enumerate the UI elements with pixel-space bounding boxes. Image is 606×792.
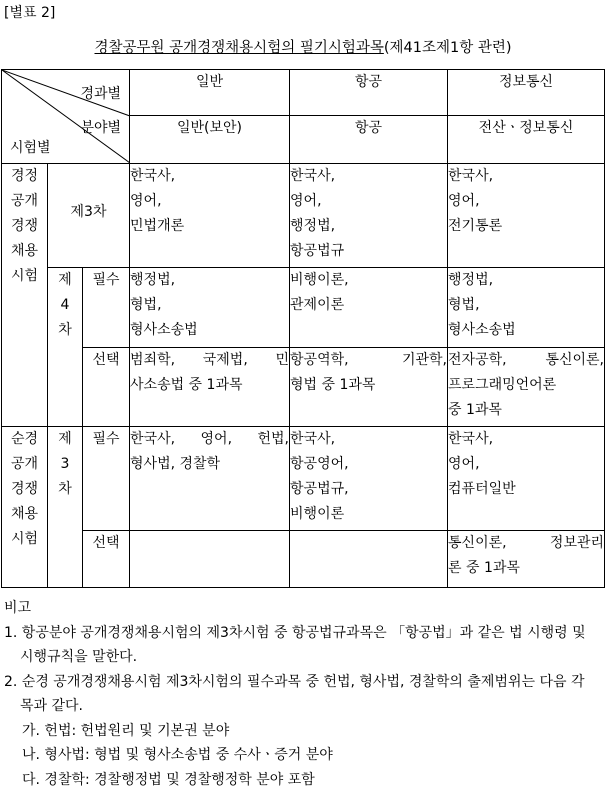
note-item-2: 2. 순경 공개경쟁채용시험 제3차시험의 필수과목 중 헌법, 형사법, 경찰학의 출제범위는 다음 각 목과 같다.: [4, 670, 602, 719]
header-exam-label: 시험별: [10, 136, 51, 161]
gyeongjeong-fourth-required-infocomm: 행정법, 형법, 형사소송법: [448, 268, 605, 348]
gyeongjeong-fourth-label: 제 4 차: [48, 268, 83, 427]
page-title: [0, 36, 606, 57]
col-aviation-field: 항공: [290, 116, 448, 164]
sungyeong-third-required-general: 한국사, 영어, 헌법, 형사법, 경찰학: [130, 427, 290, 531]
header-bunya-label: 분야별: [80, 116, 121, 141]
sungyeong-third-elective-general: [130, 531, 290, 588]
gyeongjeong-fourth-required-general: 행정법, 형법, 형사소송법: [130, 268, 290, 348]
col-aviation: 항공: [290, 70, 448, 116]
col-infocomm-field: 전산ㆍ정보통신: [448, 116, 605, 164]
gyeongjeong-fourth-elective-general: 범죄학, 국제법, 민 사소송법 중 1과목: [130, 348, 290, 427]
group-gyeongjeong-label: 경정 공개 경쟁 채용 시험: [2, 164, 48, 427]
gyeongjeong-third-label: 제3차: [48, 164, 130, 268]
sungyeong-third-label: 제 3 차: [48, 427, 83, 588]
gyeongjeong-fourth-elective-infocomm: 전자공학, 통신이론, 프로그래밍언어론 중 1과목: [448, 348, 605, 427]
note-sub-na: 나. 형사법: 형법 및 형사소송법 중 수사ㆍ증거 분야: [4, 743, 602, 768]
gyeongjeong-fourth-elective-label: 선택: [83, 348, 130, 427]
note-sub-ga: 가. 헌법: 헌법원리 및 기본권 분야: [4, 719, 602, 744]
col-general: 일반: [130, 70, 290, 116]
gyeongjeong-third-general: 한국사, 영어, 민법개론: [130, 164, 290, 268]
sungyeong-third-elective-infocomm: 통신이론, 정보관리 론 중 1과목: [448, 531, 605, 588]
appendix-tag: [별표 2]: [4, 2, 55, 22]
sungyeong-third-elective-aviation: [290, 531, 448, 588]
subjects-table: [1, 69, 605, 588]
note-item-1: 1. 항공분야 공개경쟁채용시험의 제3차시험 중 항공법규과목은 「항공법」과 같은 법 시행령 및 시행규칙을 말한다.: [4, 621, 602, 670]
sungyeong-third-required-aviation: 한국사, 항공영어, 항공법규, 비행이론: [290, 427, 448, 531]
title-suffix: (제41조제1항 관련): [384, 40, 512, 56]
col-infocomm: 정보통신: [448, 70, 605, 116]
gyeongjeong-third-infocomm: 한국사, 영어, 전기통론: [448, 164, 605, 268]
gyeongjeong-fourth-required-label: 필수: [83, 268, 130, 348]
sungyeong-third-elective-label: 선택: [83, 531, 130, 588]
sungyeong-third-required-label: 필수: [83, 427, 130, 531]
title-main: 경찰공무원 공개경쟁채용시험의 필기시험과목: [95, 40, 384, 56]
notes-section: [4, 596, 602, 792]
col-general-field: 일반(보안): [130, 116, 290, 164]
gyeongjeong-fourth-elective-aviation: 항공역학, 기관학, 형법 중 1과목: [290, 348, 448, 427]
sungyeong-third-required-infocomm: 한국사, 영어, 컴퓨터일반: [448, 427, 605, 531]
header-diagonal-cell: [2, 70, 130, 164]
gyeongjeong-fourth-required-aviation: 비행이론, 관제이론: [290, 268, 448, 348]
notes-heading: 비고: [4, 596, 602, 621]
note-sub-da: 다. 경찰학: 경찰행정법 및 경찰행정학 분야 포함: [4, 768, 602, 792]
group-sungyeong-label: 순경 공개 경쟁 채용 시험: [2, 427, 48, 588]
gyeongjeong-third-aviation: 한국사, 영어, 행정법, 항공법규: [290, 164, 448, 268]
header-gyeonggwa-label: 경과별: [80, 82, 121, 107]
